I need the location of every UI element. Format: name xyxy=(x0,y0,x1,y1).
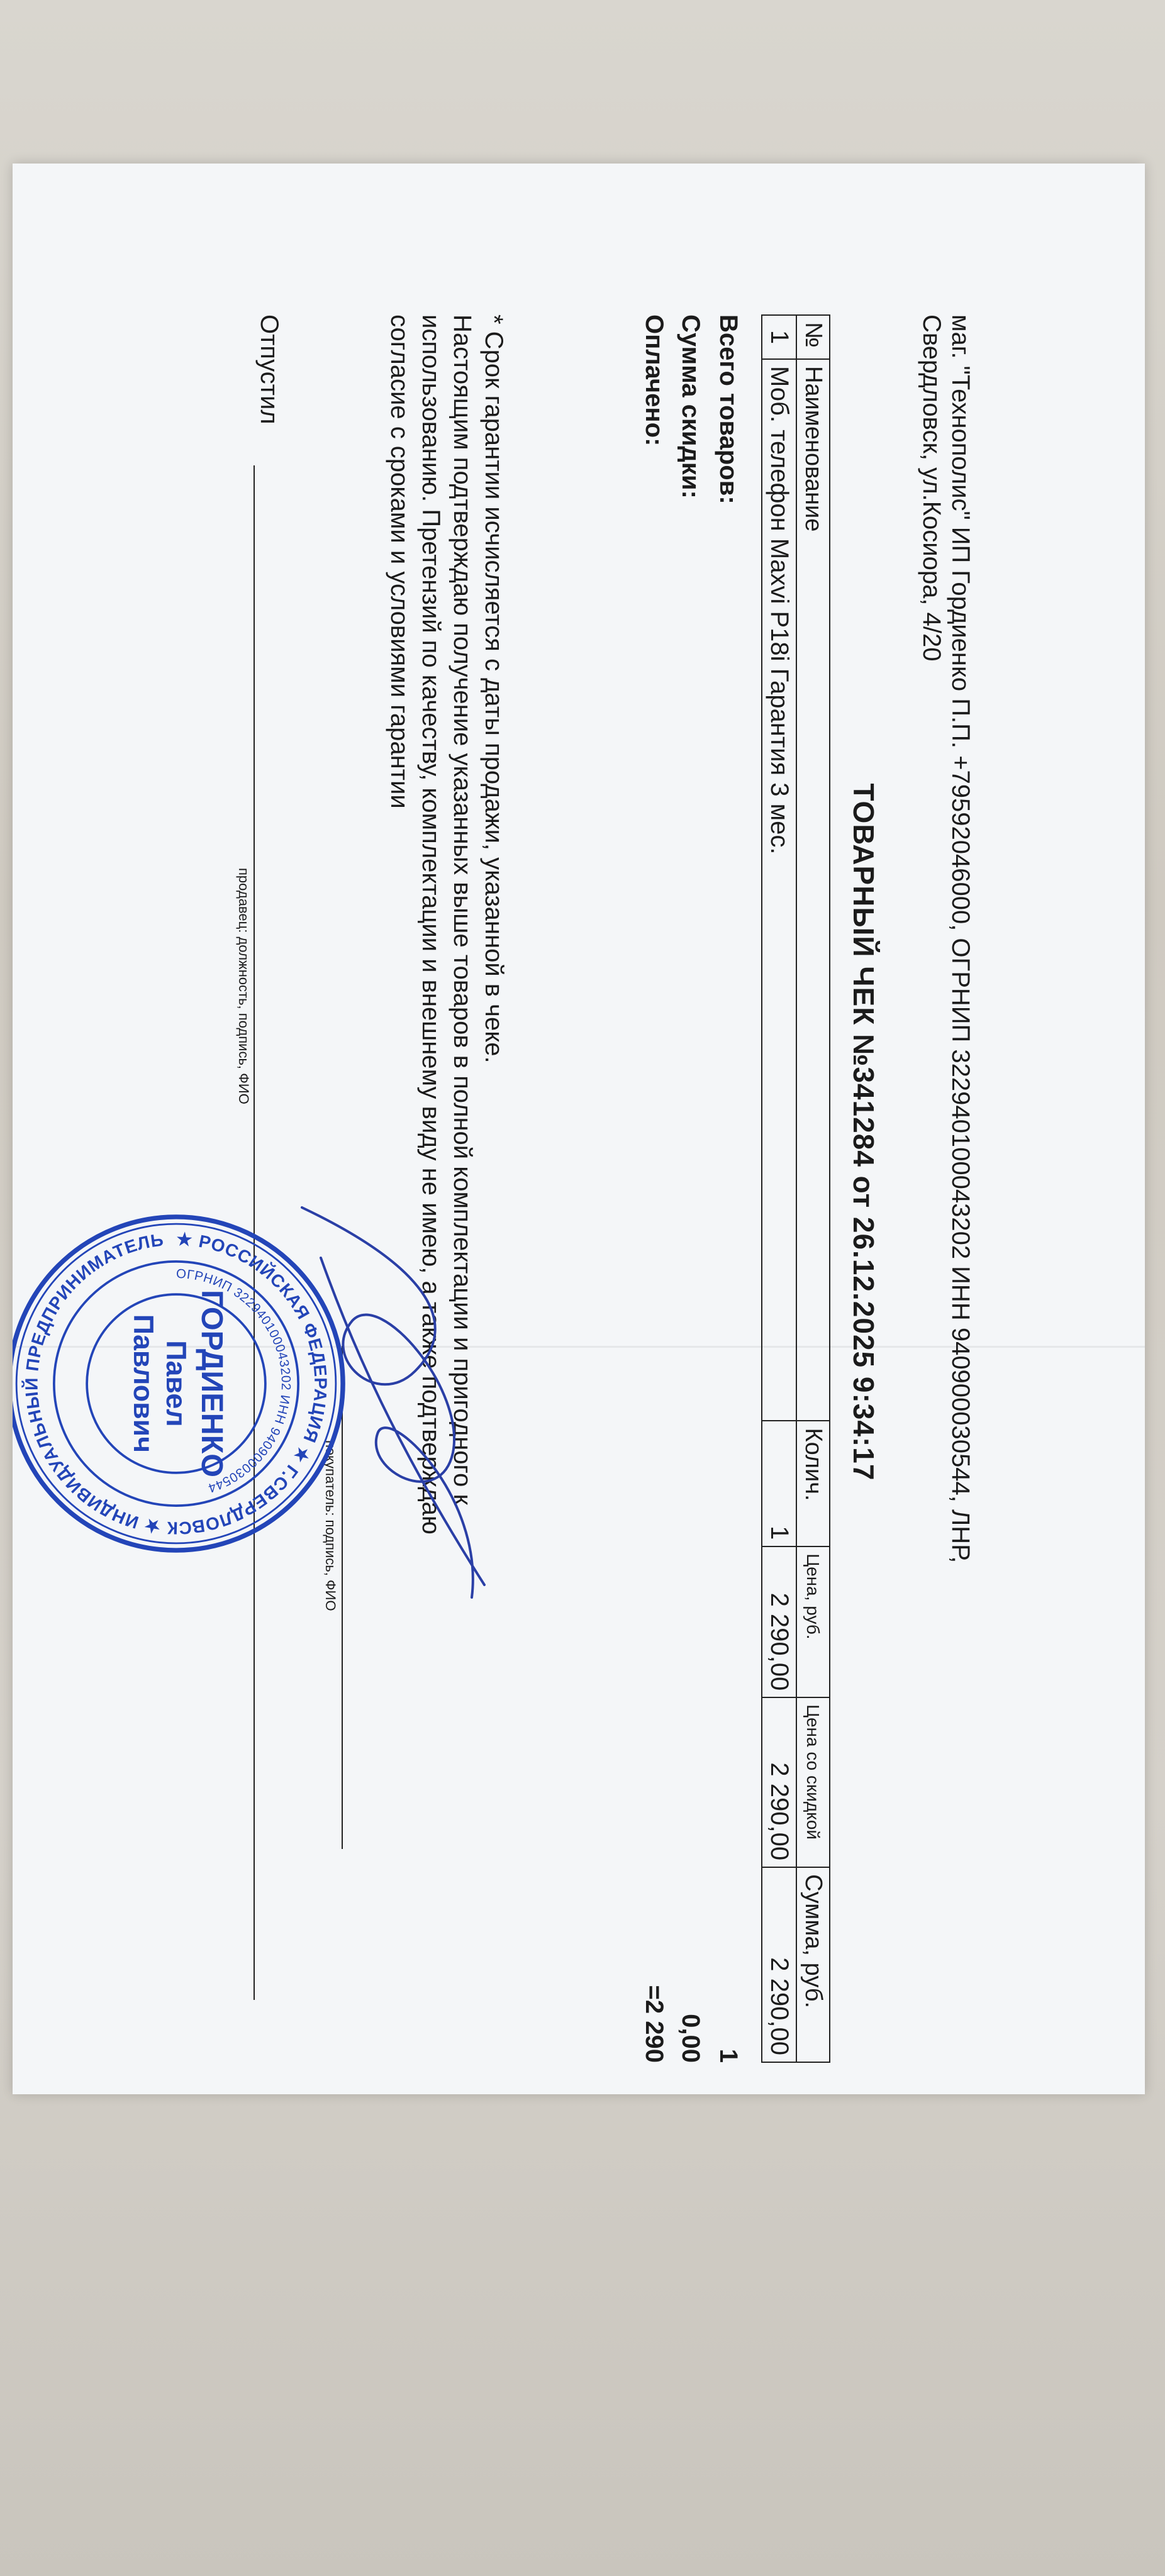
receipt-title: ТОВАРНЫЙ ЧЕК №341284 от 26.12.2025 9:34:17 xyxy=(847,783,880,1481)
released-label: Отпустил xyxy=(255,314,283,425)
receipt-header xyxy=(917,314,975,2044)
header-line-2: Свердловск, ул.Косиора, 4/20 xyxy=(918,314,945,662)
receipt-paper xyxy=(13,164,1145,2094)
row-num: 1 xyxy=(762,315,796,359)
confirm-line-1: Настоящим подтверждаю получение указанных выше товаров в полной комплектации и пригодного к xyxy=(449,314,476,1506)
row-name: Моб. телефон Maxvi P18i Гарантия 3 мес. xyxy=(762,359,796,1421)
table-row xyxy=(762,315,796,2062)
paid-value: =2 290 xyxy=(640,1985,668,2063)
confirm-line-2: использованию. Претензий по качеству, комплектации и внешнему виду не имею, а также подтверждаю xyxy=(417,314,445,1535)
stamp-center-line-1: ГОРДИЕНКО xyxy=(195,1289,230,1478)
row-price: 2 290,00 xyxy=(762,1546,796,1697)
row-price-discount: 2 290,00 xyxy=(762,1697,796,1867)
discount-value: 0,00 xyxy=(677,2014,705,2063)
paid-label: Оплачено: xyxy=(640,314,668,447)
col-price: Цена, руб. xyxy=(796,1546,830,1697)
stamp-center-line-2: Павел xyxy=(160,1340,192,1427)
confirm-line-3: согласие с сроками и условиями гарантии xyxy=(386,314,413,809)
receipt-notes xyxy=(384,314,510,2000)
col-num: № xyxy=(796,315,830,359)
discount-label: Сумма скидки: xyxy=(677,314,705,499)
stamp-outer-text: ★ РОССИЙСКАЯ ФЕДЕРАЦИЯ ★ Г.СВЕРДЛОВСК ★ ИНДИВИДУАЛЬНЫЙ ПРЕДПРИНИМАТЕЛЬ xyxy=(21,1229,331,1538)
col-sum: Сумма, руб. xyxy=(796,1867,830,2062)
table-header-row xyxy=(796,315,830,2062)
col-price-discount: Цена со скидкой xyxy=(796,1697,830,1867)
row-sum: 2 290,00 xyxy=(762,1867,796,2062)
stamp-center-line-3: Павлович xyxy=(127,1314,159,1453)
items-table xyxy=(761,314,830,2063)
col-qty: Колич. xyxy=(796,1421,830,1546)
row-qty: 1 xyxy=(762,1421,796,1546)
total-items-value: 1 xyxy=(715,2048,742,2063)
receipt-content xyxy=(13,164,1145,2094)
col-name: Наименование xyxy=(796,359,830,1421)
header-line-1: маг. "Технополис" ИП Гордиенко П.П. +79592046000, ОГРНИП 322940100043202 ИНН 940900030544, ЛНР, xyxy=(947,314,974,1563)
buyer-caption: покупатель: подпись, ФИО xyxy=(323,1440,338,1611)
warranty-note: * Срок гарантии исчисляется с даты продажи, указанной в чеке. xyxy=(480,314,508,1063)
stamp-inner-text: ОГРНИП 322940100043202 ИНН 940900030544 xyxy=(176,1266,294,1496)
signature-scribble xyxy=(245,1182,510,1623)
total-items-label: Всего товаров: xyxy=(715,314,742,504)
seller-caption: продавец: должность, подпись, ФИО xyxy=(236,868,252,1104)
